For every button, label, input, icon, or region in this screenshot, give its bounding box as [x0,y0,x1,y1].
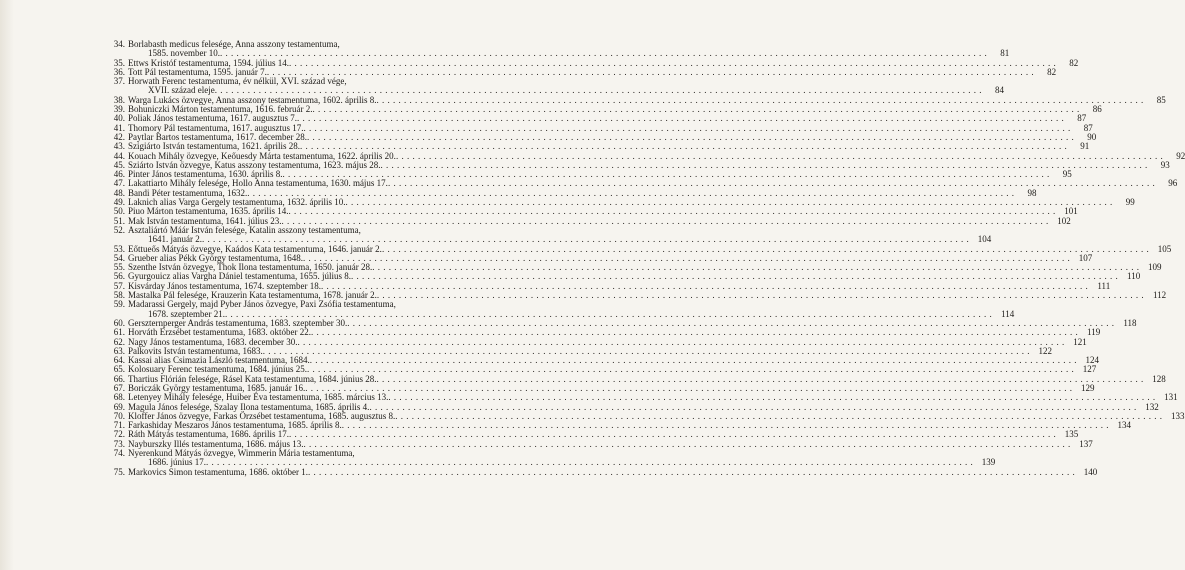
entry-title: Kolosuary Ferenc testamentuma, 1684. június 25. [128,364,307,375]
entry-number: 51. [113,215,125,226]
page-number: 104 [977,234,992,245]
entry-title: XVII. század eleje [148,85,215,96]
page-number: 134 [1117,420,1131,431]
page-number: 119 [1087,327,1101,338]
entry-title: Mak István testamentuma, 1641. július 23. [128,215,282,226]
entry-title: 1686. június 17. [148,457,207,468]
entry-number: 65. [113,364,125,375]
entry-title: Pinter János testamentuma, 1630. április 8. [128,169,283,180]
entry-title: 1641. január 2. [148,234,202,245]
entry-title: Nagy János testamentuma, 1683. december 30. [128,336,298,347]
entry-number: 61. [113,327,125,338]
entry-number: 54. [113,252,125,263]
entry-title: Madarassi Gergely, majd Pyber János özvegye, Paxi Zsófia testamentuma, [128,299,396,310]
entry-title: 1585. november 10. [148,48,220,59]
entry-title: Warga Lukács özvegye, Anna asszony testamentuma, 1602. április 8. [128,94,377,105]
page-number: 139 [981,457,996,468]
entry-number: 47. [113,178,125,189]
page-number: 82 [1047,66,1057,77]
page-number: 98 [1027,187,1037,198]
page-number: 107 [1078,252,1093,263]
entry-title: Kouach Mihály özvegye, Keőuesdy Márta testamentuma, 1622. április 20. [128,150,396,161]
entry-number: 57. [113,280,125,291]
page-number: 112 [1152,290,1167,301]
entry-title: Palkovits István testamentuma, 1683. [128,345,263,356]
page-number: 109 [1148,262,1162,273]
entry-title: 1678. szeptember 21. [148,308,225,319]
entry-title: Bohuniczki Márton testamentuma, 1616. február 2. [128,104,313,115]
entry-number: 66. [113,373,125,384]
entry-number: 62. [113,336,125,347]
entry-number: 48. [113,187,125,198]
entry-title: Magula János felesége, Szalay Ilona testamentuma, 1685. április 4. [128,401,370,412]
entry-title: Thartius Flórián felesége, Rásel Kata testamentuma, 1684. június 28. [128,373,377,384]
entry-number: 70. [113,410,125,421]
entry-title: Gerszternperger András testamentuma, 1683. szeptember 30. [128,317,348,328]
entry-number: 59. [113,299,125,310]
page-number: 140 [1083,466,1098,477]
toc-entry [108,448,996,468]
page-number: 91 [1080,141,1090,152]
dot-leader [308,468,1075,477]
entry-title: Sziárto István özvegye, Katus asszony testamentuma, 1623. május 28. [128,159,381,170]
entry-title: Thomory Pál testamentuma, 1617. augusztus 17. [128,122,304,133]
page-number: 85 [1156,94,1166,105]
entry-number: 63. [113,345,125,356]
entry-title: Gyurgouicz alias Vargha Dániel testamentuma, 1655. július 8. [128,271,351,282]
toc-entry [108,299,1015,319]
page-number: 110 [1127,271,1141,282]
entry-number: 40. [113,113,125,124]
entry-number: 37. [113,76,125,87]
entry-title: Kloffer János özvegye, Farkas Örzsébet testamentuma, 1685. augusztus 8. [128,410,396,421]
entry-title: Ráth Mátyás testamentuma, 1686. április 17. [128,429,289,440]
page-number: 92 [1176,150,1185,161]
page-number: 114 [1001,308,1015,319]
page-number: 128 [1152,373,1166,384]
entry-title: Eőttueős Mátyás özvegye, Kaádos Kata testamentuma, 1646. január 2. [128,243,382,254]
entry-title: Grueber alias Pékk György testamentuma, 1648. [128,252,304,263]
page-number: 118 [1123,317,1137,328]
entry-title: Boriczák György testamentuma, 1685. január 16. [128,382,306,393]
entry-number: 50. [113,206,125,217]
entry-number: 43. [113,141,125,152]
page-number: 122 [1038,345,1052,356]
page-number: 90 [1087,131,1097,142]
page-number: 124 [1085,355,1099,366]
entry-number: 64. [113,355,125,366]
page-number: 84 [994,85,1004,96]
dot-leader [377,291,1144,300]
entry-number: 60. [113,317,125,328]
page-number: 121 [1073,336,1087,347]
entry-title: Bandi Péter testamentuma, 1632. [128,187,248,198]
page-number: 111 [1097,280,1111,291]
page-number: 127 [1082,364,1097,375]
entry-number: 72. [113,429,125,440]
entry-number: 45. [113,159,125,170]
entry-number: 73. [113,438,125,449]
entry-number: 58. [113,290,125,301]
entry-number: 74. [113,448,125,459]
entry-title: Ettws Kristóf testamentuma, 1594. július 14. [128,57,289,68]
entry-title: Poliak János testamentuma, 1617. augusztus 7. [128,113,297,124]
entry-title: Horwath Ferenc testamentuma, év nélkül, XVI. század vége, [128,76,347,87]
entry-number: 44. [113,150,125,161]
entry-title: Nyerenkund Mátyás özvegye, Wimmerin Mária testamentuma, [128,448,355,459]
entry-title: Szenthe István özvegye, Thok Ilona testamentuma, 1650. január 28. [128,262,373,273]
page-number: 101 [1064,206,1078,217]
page-gutter-shadow [0,0,14,570]
entry-number: 71. [113,420,125,431]
entry-title: Tott Pál testamentuma, 1595. január 7. [128,66,267,77]
entry-number: 42. [113,131,125,142]
page-number: 87 [1083,122,1093,133]
page-number: 135 [1064,429,1079,440]
entry-title: Kassai alias Csimazia László testamentuma, 1684. [128,355,310,366]
entry-title: Szigiárto István testamentuma, 1621. április 28. [128,141,300,152]
entry-number: 67. [113,382,125,393]
dot-leader [303,440,1070,449]
page-number: 99 [1125,197,1135,208]
page-number: 131 [1164,392,1178,403]
entry-title: Borlabasth medicus felesége, Anna asszony testamentuma, [128,39,340,49]
toc-entry-line [108,466,1098,477]
page-number: 87 [1077,113,1087,124]
entry-number: 69. [113,401,125,412]
page-number: 82 [1069,57,1079,68]
entry-number: 75. [113,466,125,477]
table-of-contents [108,39,1185,477]
entry-number: 46. [113,169,125,180]
entry-number: 39. [113,104,125,115]
dot-leader [267,68,1034,77]
page-number: 95 [1062,169,1072,180]
page-number: 102 [1057,215,1071,226]
page-number: 129 [1081,382,1095,393]
toc-entry [108,39,1010,59]
entry-title: Horváth Erzsébet testamentuma, 1683. október 22. [128,327,311,338]
toc-entry [108,466,1098,477]
entry-title: Laknich alias Varga Gergely testamentuma, 1632. április 10. [128,197,346,208]
page-number: 137 [1079,438,1093,449]
entry-number: 35. [113,57,125,68]
entry-number: 56. [113,271,125,282]
entry-number: 53. [113,243,125,254]
entry-number: 38. [113,94,125,105]
entry-title: Farkashiday Meszaros János testamentuma, 1685. április 8. [128,420,342,431]
page-number: 96 [1168,178,1178,189]
entry-title: Nayburszky Illés testamentuma, 1686. május 13. [128,438,304,449]
entry-number: 52. [113,224,125,235]
entry-number: 41. [113,122,125,133]
toc-entry [108,76,1004,96]
toc-entry [108,224,992,245]
page-number: 93 [1160,159,1170,170]
entry-number: 34. [113,39,125,49]
page-number: 105 [1157,243,1172,254]
entry-title: Kisvárday János testamentuma, 1674. szeptember 18. [128,280,321,291]
page-number: 81 [1000,48,1010,59]
entry-title: Mastalka Pál felesége, Krauzerin Kata testamentuma, 1678. január 2. [128,290,377,301]
page-number: 132 [1145,401,1159,412]
entry-title: Lakattiarto Mihály felesége, Hollo Anna testamentuma, 1630. május 17. [128,178,388,189]
entry-title: Markovics Simon testamentuma, 1686. október 1. [128,466,308,477]
entry-title: Letenyey Mihály felesége, Huiber Éva testamentuma, 1685. március 13. [128,392,389,403]
page-number: 133 [1171,410,1185,421]
entry-title: Piuo Márton testamentuma, 1635. április 14. [128,206,289,217]
page-number: 86 [1092,104,1102,115]
entry-title: Paytlar Bartos testamentuma, 1617. december 28. [128,131,307,142]
dot-leader [281,217,1048,226]
entry-number: 49. [113,197,125,208]
entry-number: 36. [113,66,125,77]
entry-title: Asztaliártó Máár István felesége, Katalin asszony testamentuma, [128,224,361,235]
entry-number: 68. [113,392,125,403]
entry-number: 55. [113,262,125,273]
